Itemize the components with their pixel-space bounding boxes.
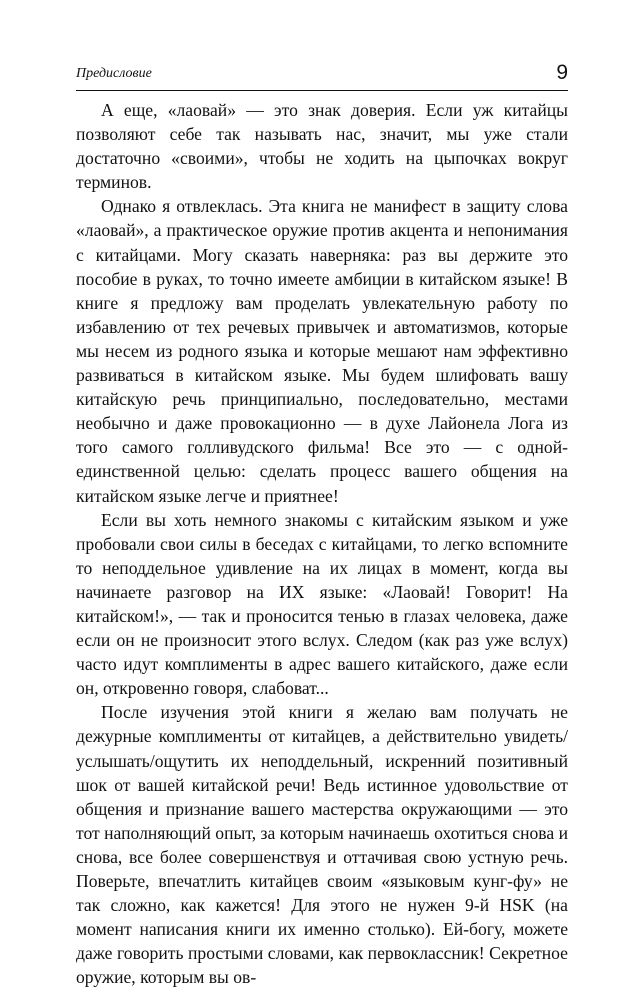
paragraph: Если вы хоть немного знакомы с китайским языком и уже пробовали свои силы в беседах с китайцами, то легко вспомните то неподдельное удивление на их лицах в момент, когда вы начинаете разговор на ИХ языке: «Лаовай! Говорит! На китайском!», — так и проносится тенью в глазах человека, даже если он не произносит этого вслух. Следом (как раз уже вслух) часто идут комплименты в адрес вашего китайского, даже если он, откровенно говоря, слабоват... — [76, 509, 568, 699]
paragraph: Однако я отвлеклась. Эта книга не манифест в защиту слова «лаовай», а практическое оружие против акцента и непонимания с китайцами. Могу сказать наверняка: раз вы держите это пособие в руках, то точно имеете амбиции в китайском языке! В книге я предложу вам проделать увлекательную работу по избавлению от тех речевых привычек и автоматизмов, которые мы несем из родного языка и которые мешают нам эффективно развиваться в китайском языке. Мы будем шлифовать вашу китайскую речь принципиально, последовательно, местами необычно и даже провокационно — в духе Лайонела Лога из того самого голливудского фильма! Все это — с одной-единственной целью: сделать процесс вашего общения на китайском языке легче и приятнее! — [76, 196, 568, 506]
paragraph: А еще, «лаовай» — это знак доверия. Если уж китайцы позволяют себе так называть нас, значит, мы уже стали достаточно «своими», чтобы не ходить на цыпочках вокруг терминов. — [76, 100, 568, 193]
running-head: Предисловие — [76, 66, 152, 81]
paragraph: После изучения этой книги я желаю вам получать не дежурные комплименты от китайцев, а действительно увидеть/услышать/ощутить их неподдельный, искренний позитивный шок от вашей китайской речи! Ведь истинное удовольствие от общения и признание вашего мастерства окружающими — это тот наполняющий опыт, за которым начинаешь охотиться снова и снова, все более совершенствуя и оттачивая свою устную речь. Поверьте, впечатлить китайцев своим «языковым кунг-фу» не так сложно, как кажется! Для этого не нужен 9-й HSK (на момент написания книги их именно столько). Ей-богу, можете даже говорить простыми словами, как первоклассник! Секретное оружие, которым вы ов- — [76, 702, 568, 988]
body-text — [76, 98, 568, 989]
header-rule — [76, 90, 568, 91]
page-number: 9 — [556, 61, 568, 84]
